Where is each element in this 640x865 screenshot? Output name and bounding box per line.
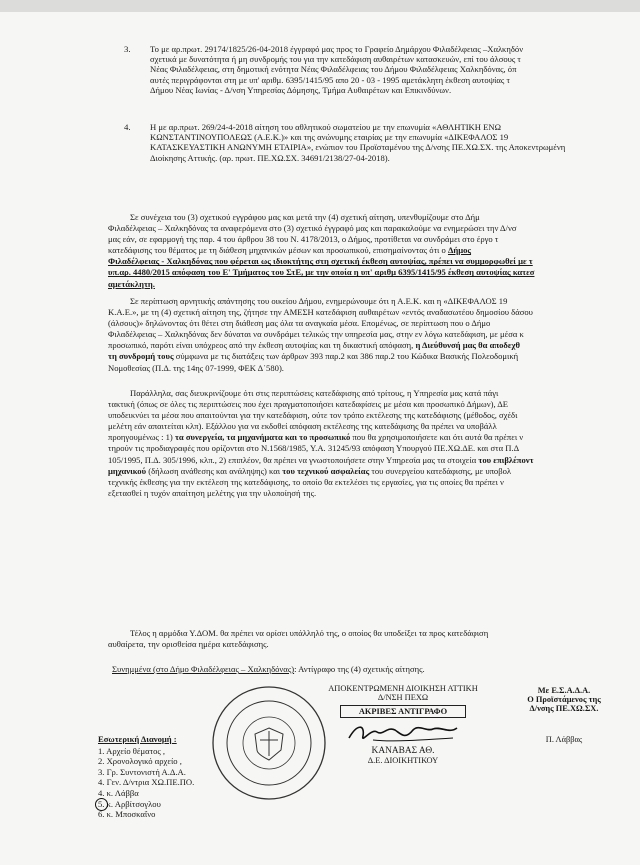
circle-mark-icon bbox=[95, 798, 108, 811]
item-3-line: Νέας Φιλαδέλφειας, στη δημοτική ενότητα Νέας Φιλαδέλφειας του Δήμου Φιλαδέλφειας Χαλκηδόνας, όπ bbox=[150, 64, 517, 75]
para3-bold-4: του τεχνικού ασφαλείας bbox=[282, 465, 370, 476]
item-3-line: σχετικά με δυνατότητα ή μη συνδρομής του για την κατεδάφιση αυθαιρέτων κατασκευών, επί του άλσους τ bbox=[150, 54, 521, 65]
item-4-line: Η με αρ.πρωτ. 269/24-4-2018 αίτηση του αθλητικού σωματείου με την επωνυμία «ΑΘΛΗΤΙΚΗ ΕΝΩ bbox=[150, 122, 501, 132]
para1-bold-line: αμετάκλητη. bbox=[108, 278, 155, 289]
director-line-1: Με Ε.Σ.Α.Δ.Α. bbox=[537, 686, 591, 695]
attachment-label: Συνημμένα (στο Δήμο Φιλαδέλφειας – Χαλκηδόνας) bbox=[112, 664, 295, 674]
para3-line: εξετασθεί η τυχόν απαίτηση μελέτης για την υλοποίησή της. bbox=[108, 487, 317, 498]
sig-line-2: Δ/ΝΣΗ ΠΕΧΩ bbox=[377, 693, 429, 702]
para3-bold-1: τα συνεργεία, τα μηχανήματα και το προσωπικό bbox=[174, 432, 351, 443]
item-4-line: ΚΑΤΑΣΚΕΥΑΣΤΙΚΗ ΑΝΩΝΥΜΗ ΕΤΑΙΡΙΑ», ενώπιον του Προϊσταμένου της Δ/νσης ΠΕ.ΧΩ.ΣΧ. της Αποκεντρωμένη bbox=[150, 142, 566, 153]
para3-bold-2: του επιβλέποντ bbox=[478, 454, 534, 465]
sig-role: Δ.Ε. ΔΙΟΙΚΗΤΙΚΟΥ bbox=[367, 756, 439, 765]
internal-item: 4. Γεν. Δ/ντρια ΧΩ.ΠΕ.ΠΟ. bbox=[98, 777, 195, 788]
para1-bold-line: υπ.αρ. 4480/2015 απόφαση του Ε' Τμήματος του ΣτΕ, με την οποία η υπ' αριθμ 6395/1415/95 έκθεση αυτοψίας κατεσ bbox=[108, 267, 535, 278]
page-top-edge bbox=[0, 0, 640, 12]
seal-icon bbox=[210, 684, 328, 802]
para1-bold-line: Φιλαδέλφειας - Χαλκηδόνας που φέρεται ως ιδιοκτήτης στη σχετική έκθεση αυτοψίας, πρέπει να συμμορφωθεί με τ bbox=[108, 256, 533, 267]
item-3-line: αυτές περιγράφονται στη με υπ' αριθμ. 6395/1415/95 απο 20 - 03 - 1995 αμετάκλητη έκθεση αυτοψίας τ bbox=[150, 74, 510, 85]
certified-copy-stamp: ΑΚΡΙΒΕΣ ΑΝΤΙΓΡΑΦΟ bbox=[340, 705, 466, 718]
sig-name: ΚΑΝΑΒΑΣ ΑΘ. bbox=[371, 746, 435, 756]
director-line-3: Δ/νσης ΠΕ.ΧΩ.ΣΧ. bbox=[529, 704, 599, 713]
para2-line: (άλσους)» δηλώνοντας ότι θέτει στη διάθεση μας όλα τα αναγκαία μέσα. Επομένως, σε περίπτωση που ο Δήμο bbox=[108, 318, 491, 329]
paragraph-negative-answer bbox=[108, 296, 636, 374]
item-3-text bbox=[150, 44, 636, 95]
internal-item-circled bbox=[98, 799, 194, 810]
para1-line: κατεδάφισης του θέματος με τη διάθεση μηχανικών μέσων και προσωπικού, επισημαίνοντας ότι ο bbox=[108, 245, 446, 256]
item-4-line: ΚΩΝΣΤΑΝΤΙΝΟΥΠΟΛΕΩΣ (Α.Ε.Κ.)» και της ανώνυμης εταιρίας με την επωνυμία «ΔΙΚΕΦΑΛΟΣ 19 bbox=[150, 132, 509, 143]
item-3-line: Δήμου Νέας Ιωνίας - Δ/νση Υπηρεσίας Δόμησης, Τμήμα Αυθαιρέτων και Επικινδύνων. bbox=[150, 84, 452, 95]
internal-item: 3. Γρ. Συντονιστή Α.Δ.Α. bbox=[98, 766, 186, 777]
attachment-text: : Αντίγραφο της (4) σχετικής αίτησης. bbox=[294, 664, 425, 674]
para1-line: Σε συνέχεια του (3) σχετικού εγγράφου μας και μετά την (4) σχετική αίτηση, υπενθυμίζουμε στο Δήμ bbox=[130, 212, 480, 222]
para2-line: προσωπικό, παρότι είναι υπόχρεος από την έκθεση αυτοψίας και τη δικαστική απόφαση, bbox=[108, 340, 414, 351]
director-name: Π. Λάββας bbox=[545, 735, 583, 744]
para3-line: μελέτη εάν απαιτείται κλπ). Εξάλλου για να εκδοθεί απόφαση εκτέλεσης της κατεδάφισης θα πρέπει να υποβάλλ bbox=[108, 421, 497, 432]
internal-item: 6. κ. Μποσκαΐνο bbox=[98, 809, 156, 820]
sig-line-1: ΑΠΟΚΕΝΤΡΩΜΕΝΗ ΔΙΟΙΚΗΣΗ ΑΤΤΙΚΗ bbox=[328, 684, 478, 693]
director-line-2: Ο Προϊστάμενος της bbox=[527, 695, 601, 704]
para3-line: 105/1995, Π.Δ. 305/1996, κλπ., 2) επιπλέον, θα πρέπει να γνωστοποιήσετε στην Υπηρεσία μας τα στοιχεία bbox=[108, 454, 477, 465]
para3-b4-post: του συνεργείου κατεδάφισης, με υποβολ bbox=[369, 465, 512, 476]
para3-b1-pre: 1) bbox=[163, 432, 175, 443]
para3-line: προηγουμένως : bbox=[108, 432, 164, 443]
para4-line: Τέλος η αρμόδια Υ.ΔΟΜ. θα πρέπει να ορίσει υπάλληλό της, ο οποίος θα υποδείξει τα προς κατεδάφιση bbox=[130, 628, 489, 638]
para1-line: Φιλαδέλφειας – Χαλκηδόνας τα αναφερόμενα στο (3) σχετικό έγγραφό μας και παρακαλούμε να ενημερώσει την Δ/νσ bbox=[108, 223, 517, 234]
para2-line: Σε περίπτωση αρνητικής απάντησης του οικείου Δήμου, ενημερώνουμε ότι η Α.Ε.Κ. και η «ΔΙΚΕΦΑΛΟΣ 19 bbox=[130, 296, 508, 306]
para2-bold-tail: η Διεύθυνσή μας θα αποδεχθ bbox=[415, 340, 520, 351]
para3-line: τεχνικής έκθεσης για την εκτέλεση της κατεδάφισης, το οποίο θα εκτελέσει τις εργασίες, για τις οποίες θα πρέπει ν bbox=[108, 476, 504, 487]
item-4-number: 4. bbox=[124, 122, 131, 132]
item-3-number: 3. bbox=[124, 44, 131, 54]
para3-bold-3: μηχανικού bbox=[108, 465, 147, 476]
para3-b1-post: που θα χρησιμοποιήσετε και ότι αυτά θα πρέπει ν bbox=[350, 432, 524, 443]
official-seal bbox=[210, 684, 328, 802]
paragraph-final bbox=[108, 628, 636, 650]
internal-heading: Εσωτερική Διανομή : bbox=[98, 734, 177, 744]
internal-distribution bbox=[98, 734, 194, 820]
para2-line: Φιλαδέλφειας – Χαλκηδόνας δεν δύναται να συνδράμει τελικώς την υπηρεσία μας, στην εν λόγω κατεδάφιση, με μέσα κ bbox=[108, 329, 524, 340]
handwritten-signature-icon bbox=[343, 720, 463, 746]
internal-item: 2. Χρονολογικό αρχείο , bbox=[98, 756, 182, 767]
internal-item: 4. κ. Λάββα bbox=[98, 787, 139, 798]
para3-line: Παράλληλα, σας διευκρινίζουμε ότι στις περιπτώσεις κατεδάφισης από τρίτους, η Υπηρεσία μας κατά πάγι bbox=[130, 388, 499, 398]
item-4-text bbox=[150, 122, 636, 163]
item-4-line: Διοίκησης Αττικής. (αρ. πρωτ. ΠΕ.ΧΩ.ΣΧ. 34691/2138/27-04-2018). bbox=[150, 152, 390, 163]
para1-line: μας εάν, σε εφαρμογή της παρ. 4 του άρθρου 38 του Ν. 4178/2013, ο Δήμος, προτίθεται να συνδράμει στο έργο τ bbox=[108, 234, 499, 245]
paragraph-clarification bbox=[108, 388, 636, 499]
item-3-line: Το με αρ.πρωτ. 29174/1825/26-04-2018 έγγραφό μας προς το Γραφείο Δημάρχου Φιλαδέλφειας –Χαλκηδόν bbox=[150, 44, 524, 54]
para2-bold: τη συνδρομή τους bbox=[108, 351, 174, 362]
certified-copy-block bbox=[318, 684, 488, 765]
para3-b3-post: (δήλωση ανάθεσης και ανάληψης) και bbox=[146, 465, 283, 476]
para2-after-bold: σύμφωνα με τις διατάξεις των άρθρων 393 παρ.2 και 386 παρ.2 του Κώδικα Βασικής Πολεοδομική bbox=[173, 351, 519, 362]
attachment-note bbox=[112, 664, 425, 674]
internal-item: 5. κ. Αρβίτσογλου bbox=[98, 798, 161, 809]
para1-bold-tail: Δήμος bbox=[447, 245, 472, 256]
internal-item: 1. Αρχείο θέματος , bbox=[98, 745, 166, 756]
para2-line: Κ.Α.Ε.», με τη (4) σχετική αίτηση της, ζήτησε την ΑΜΕΣΗ κατεδάφιση αυθαιρέτων «εντός αναδασωτέου δημοσίου δάσου bbox=[108, 307, 533, 318]
director-block bbox=[492, 686, 636, 744]
paragraph-continuation bbox=[108, 212, 636, 290]
para3-line: τηρούν τις προδιαγραφές που ορίζονται στο Ν.1568/1985, Υ.Α. 31245/93 απόφαση Υπουργού ΠΕ.ΧΩ.ΔΕ. και στα Π.Δ bbox=[108, 443, 520, 454]
para3-line: υποδεικνύει τα μέσα που απαιτούνται για την κατεδάφιση, ούτε τον τρόπο εκτέλεσης της κατεδάφισης (μέθοδος, σχέδι bbox=[108, 410, 518, 421]
para3-line: τακτική (όπως σε όλες τις περιπτώσεις που έχει πραγματοποιήσει κατεδαφίσεις με μέσα και προσωπικό Δήμων), ΔΕ bbox=[108, 399, 509, 410]
para4-line: αυθαίρετα, την ορισθείσα ημέρα κατεδάφισης. bbox=[108, 639, 269, 650]
para2-line: Νομοθεσίας (Π.Δ. της 14ης 07-1999, ΦΕΚ Δ΄580). bbox=[108, 362, 284, 373]
